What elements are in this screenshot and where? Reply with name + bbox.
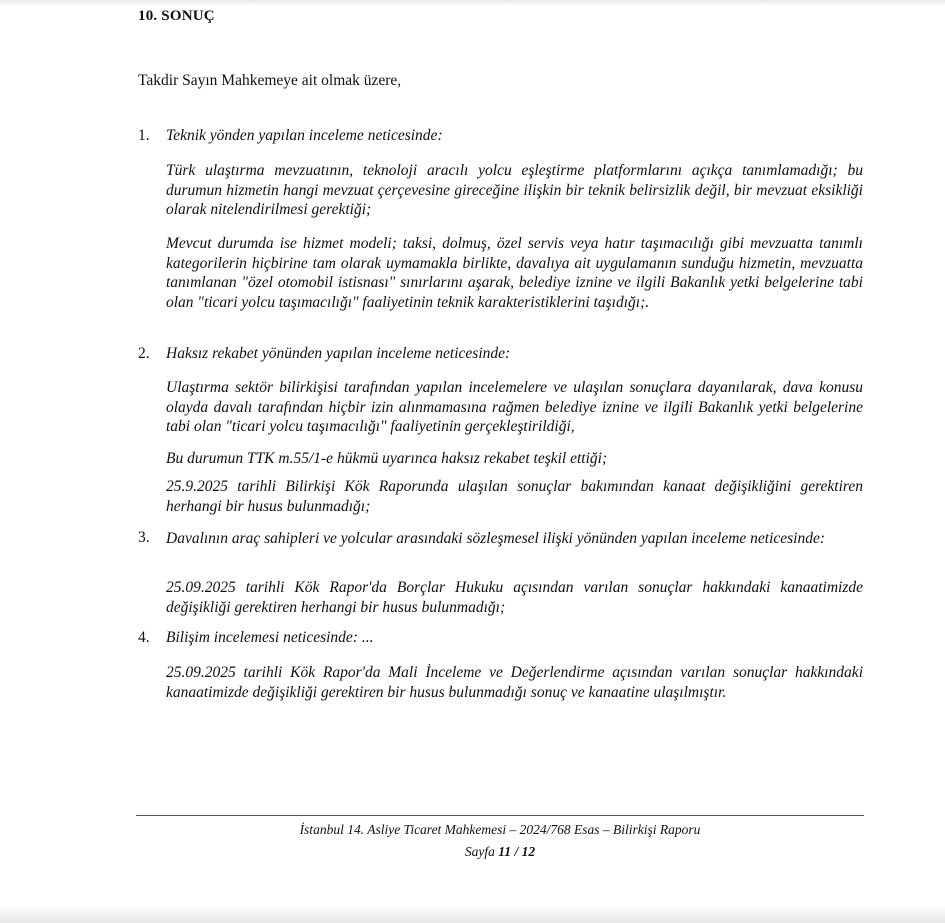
intro-sentence: Takdir Sayın Mahkemeye ait olmak üzere, [138,72,402,89]
item-2-paragraph-3: 25.9.2025 tarihli Bilirkişi Kök Raporunda ulaşılan sonuçlar bakımından kanaat değişikliğini gerektiren herhangi bir husus bulunmadığı; [166,478,863,515]
list-item-number: 2. [138,345,150,362]
page-separator: / [514,844,519,859]
item-4-paragraph-1: 25.09.2025 tarihli Kök Rapor'da Mali İnceleme ve Değerlendirme açısından varılan sonuçlar hakkındaki kanaatimizde değişikliği gerektiren bir husus bulunmadığı sonuç ve kanaatine ulaşılmıştır. [166,664,863,701]
list-item-number: 3. [138,529,150,546]
page-prefix: Sayfa [464,844,495,859]
footer-court-reference: İstanbul 14. Asliye Ticaret Mahkemesi – 2024/768 Esas – Bilirkişi Raporu [299,822,701,837]
page-total: 12 [521,844,536,859]
list-item-title: Bilişim incelemesi neticesinde: ... [166,629,374,646]
list-item-4-heading [138,629,868,647]
footer-page-number [136,844,864,860]
list-item-number: 1. [138,127,150,144]
item-1-paragraph-1: Türk ulaştırma mevzuatının, teknoloji aracılı yolcu eşleştirme platformlarını açıkça tanımlamadığı; bu durumun hizmetin hangi mevzuat çerçevesine gireceğine ilişkin bir teknik belirsizlik değil, bir mevzuat eksikliği olarak nitelendirilmesi gerektiği; [166,162,863,218]
page-bottom-shadow [0,906,945,923]
list-item-3-heading [138,529,868,549]
page-top-shadow [0,0,945,6]
list-item-2-heading [138,345,868,363]
item-3-paragraph-1: 25.09.2025 tarihli Kök Rapor'da Borçlar Hukuku açısından varılan sonuçlar hakkındaki kanaatimizde değişikliği gerektiren herhangi bir husus bulunmadığı; [166,579,863,616]
item-2-paragraph-2: Bu durumun TTK m.55/1-e hükmü uyarınca haksız rekabet teşkil ettiği; [166,450,608,467]
list-item-title: Teknik yönden yapılan inceleme neticesinde: [166,127,443,144]
page-current: 11 [498,844,512,859]
section-heading: 10. SONUÇ [138,8,215,24]
list-item-title: Haksız rekabet yönünden yapılan inceleme neticesinde: [166,345,511,362]
footer-divider [136,815,864,816]
list-item-title: Davalının araç sahipleri ve yolcular arasındaki sözleşmesel ilişki yönünden yapılan inceleme neticesinde: [166,530,826,547]
list-item-1-heading [138,127,868,145]
list-item-number: 4. [138,629,150,646]
item-1-paragraph-2: Mevcut durumda ise hizmet modeli; taksi, dolmuş, özel servis veya hatır taşımacılığı gibi mevzuatta tanımlı kategorilerin hiçbirine tam olarak uymamakla birlikte, davalıya ait uygulamanın sunduğu hizmetin, mevzuatta tanımlanan "özel otomobil istisnası" sınırlarını aşarak, belediye iznine ve ilgili Bakanlık yetki belgelerine tabi olan "ticari yolcu taşımacılığı" faaliyetinin teknik karakteristiklerini taşıdığı;. [166,235,863,311]
item-2-paragraph-1: Ulaştırma sektör bilirkişisi tarafından yapılan incelemelere ve ulaşılan sonuçlara dayanılarak, dava konusu olayda davalı tarafından hiçbir izin alınmamasına rağmen belediye iznine ve ilgili Bakanlık yetki belgelerine tabi olan "ticari yolcu taşımacılığı" faaliyetinin gerçekleştirildiği, [166,379,863,435]
